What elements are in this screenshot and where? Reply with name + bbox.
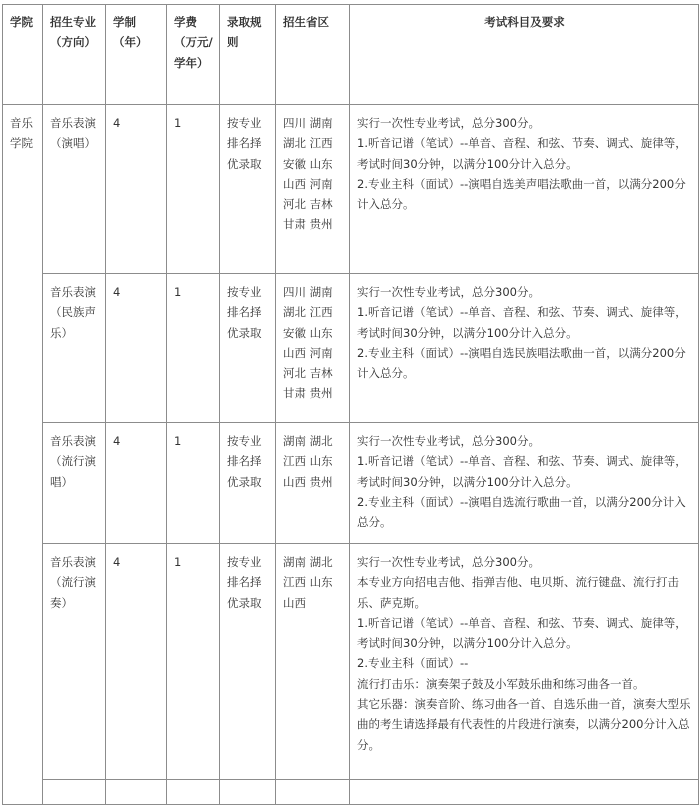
header-requirements: 考试科目及要求 (350, 5, 699, 105)
province-pair: 山西 贵州 (283, 474, 333, 489)
rule-cell: 按专业排名择优录取 (220, 423, 276, 544)
fee-cell: 1 (167, 105, 220, 274)
header-rule: 录取规则 (220, 5, 276, 105)
requirement-line: 1.听音记谱（笔试）--单音、音程、和弦、节奏、调式、旋律等，考试时间30分钟，以满分100分计入总分。 (357, 615, 687, 651)
major-cell: 音乐表演（流行演奏） (43, 544, 106, 780)
province-pair: 湖南 湖北 (283, 555, 333, 569)
years-cell: 4 (106, 423, 167, 544)
header-provinces: 招生省区 (276, 5, 350, 105)
province-pair: 四川 湖南 (283, 116, 333, 130)
table-row (3, 544, 699, 780)
province-pair: 安徽 山东 (283, 156, 333, 171)
provinces-cell (276, 105, 350, 274)
fee-cell-empty (167, 780, 220, 805)
college-cell: 音乐学院 (3, 105, 43, 805)
major-cell: 音乐表演（演唱） (43, 105, 106, 274)
province-pair: 山西 河南 (283, 345, 333, 360)
years-cell: 4 (106, 274, 167, 423)
major-cell: 音乐表演（民族声乐） (43, 274, 106, 423)
fee-cell: 1 (167, 544, 220, 780)
requirement-line: 流行打击乐：演奏架子鼓及小军鼓乐曲和练习曲各一首。 (357, 676, 645, 691)
provinces-cell (276, 274, 350, 423)
requirement-line: 2.专业主科（面试）-- (357, 656, 469, 671)
requirement-line: 1.听音记谱（笔试）--单音、音程、和弦、节奏、调式、旋律等，考试时间30分钟，以满分100分计入总分。 (357, 305, 687, 340)
header-fee: 学费（万元/学年） (167, 5, 220, 105)
major-cell: 音乐表演（流行演唱） (43, 423, 106, 544)
table-header-row (3, 5, 699, 105)
admissions-table (2, 4, 699, 805)
years-cell-empty (106, 780, 167, 805)
province-pair: 江西 山东 (283, 575, 333, 590)
requirement-line: 2.专业主科（面试）--演唱自选美声唱法歌曲一首，以满分200分计入总分。 (357, 176, 686, 212)
requirement-line: 本专业方向招电吉他、指弹吉他、电贝斯、流行键盘、流行打击乐、萨克斯。 (357, 575, 679, 610)
requirements-cell (350, 544, 699, 780)
province-pair: 河北 吉林 (283, 366, 333, 381)
requirements-cell (350, 423, 699, 544)
header-major: 招生专业（方向） (43, 5, 106, 105)
requirement-line: 1.听音记谱（笔试）--单音、音程、和弦、节奏、调式、旋律等，考试时间30分钟，以满分100分计入总分。 (357, 454, 687, 489)
requirement-line: 实行一次性专业考试，总分300分。 (357, 285, 540, 299)
header-college: 学院 (3, 5, 43, 105)
province-pair: 湖北 江西 (283, 305, 333, 320)
province-pair: 江西 山东 (283, 454, 333, 469)
province-pair: 甘肃 贵州 (283, 217, 333, 232)
years-cell: 4 (106, 544, 167, 780)
rule-cell: 按专业排名择优录取 (220, 274, 276, 423)
requirement-line: 2.专业主科（面试）--演唱自选流行歌曲一首，以满分200分计入总分。 (357, 494, 686, 530)
requirements-cell-empty (350, 780, 699, 805)
province-pair: 安徽 山东 (283, 325, 333, 340)
province-pair: 甘肃 贵州 (283, 386, 333, 401)
header-years: 学制（年） (106, 5, 167, 105)
province-pair: 山西 河南 (283, 176, 333, 191)
province-pair: 山西 (283, 595, 306, 610)
requirement-line: 2.专业主科（面试）--演唱自选民族唱法歌曲一首，以满分200分计入总分。 (357, 345, 686, 381)
requirement-line: 其它乐器：演奏音阶、练习曲各一首、自选乐曲一首，演奏大型乐曲的考生请选择最有代表性的片段进行演奏，以满分200分计入总分。 (357, 697, 691, 752)
requirement-line: 实行一次性专业考试，总分300分。 (357, 555, 540, 569)
requirement-line: 实行一次性专业考试，总分300分。 (357, 434, 540, 448)
years-cell: 4 (106, 105, 167, 274)
provinces-cell (276, 544, 350, 780)
province-pair: 河北 吉林 (283, 197, 333, 212)
table-row (3, 274, 699, 423)
fee-cell: 1 (167, 423, 220, 544)
major-cell-empty (43, 780, 106, 805)
rule-cell-empty (220, 780, 276, 805)
fee-cell: 1 (167, 274, 220, 423)
requirement-line: 1.听音记谱（笔试）--单音、音程、和弦、节奏、调式、旋律等，考试时间30分钟，以满分100分计入总分。 (357, 136, 687, 171)
table-row (3, 105, 699, 274)
rule-cell: 按专业排名择优录取 (220, 544, 276, 780)
province-pair: 湖北 江西 (283, 136, 333, 151)
table-row (3, 423, 699, 544)
requirement-line: 实行一次性专业考试，总分300分。 (357, 116, 540, 130)
table-row-partial (3, 780, 699, 805)
provinces-cell-empty (276, 780, 350, 805)
requirements-cell (350, 274, 699, 423)
province-pair: 四川 湖南 (283, 285, 333, 299)
province-pair: 湖南 湖北 (283, 434, 333, 448)
provinces-cell (276, 423, 350, 544)
requirements-cell (350, 105, 699, 274)
rule-cell: 按专业排名择优录取 (220, 105, 276, 274)
